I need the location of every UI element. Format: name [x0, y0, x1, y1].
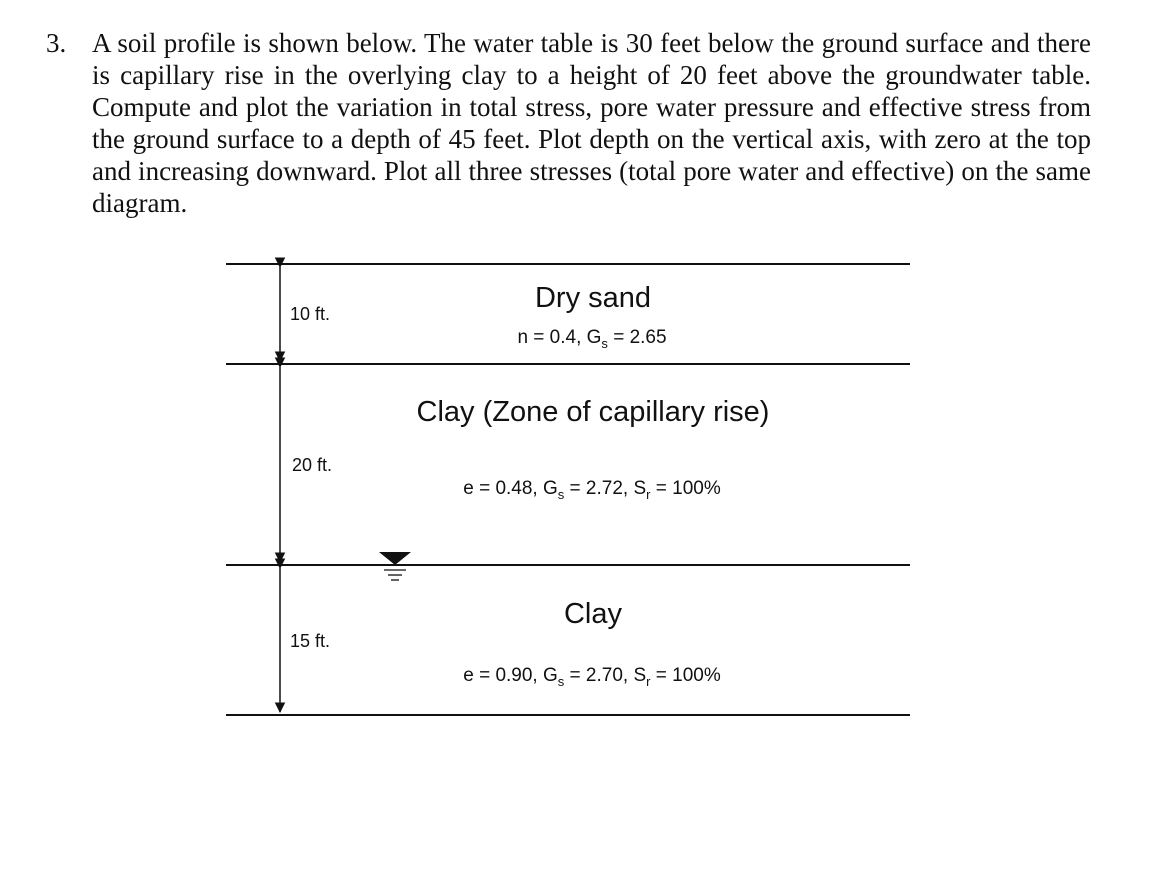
layer-3-name: Clay: [563, 598, 623, 630]
problem-number: 3.: [46, 28, 67, 58]
layer-1-name: Dry sand: [534, 282, 652, 314]
layer-2-name: Clay (Zone of capillary rise): [416, 396, 770, 428]
layer-2-properties: e = 0.48, $G_s = 2.72$, $S_r = 100\%$: [463, 478, 721, 502]
layer-2-thickness: 20 ft.: [292, 455, 333, 475]
layer-3-thickness: 15 ft.: [290, 631, 331, 651]
problem-text: A soil profile is shown below. The water table is 30 feet below the ground surface and there is capillary rise in the overlying clay to a height of 20 feet above the groundwater table. Compute and plot the variation in total stress, pore water pressure and effective stress from the ground surface to a depth of 45 feet. Plot depth on the vertical axis, with zero at the top and increasing downward. Plot all three stresses (total pore water and effective) on the same diagram.: [92, 28, 1091, 218]
layer-1-properties: n = 0.4, $G_s = 2.65$: [517, 327, 667, 351]
layer-1-thickness: 10 ft.: [290, 304, 331, 324]
layer-3-properties: e = 0.90, $G_s = 2.70$, $S_r = 100\%$: [463, 665, 721, 689]
